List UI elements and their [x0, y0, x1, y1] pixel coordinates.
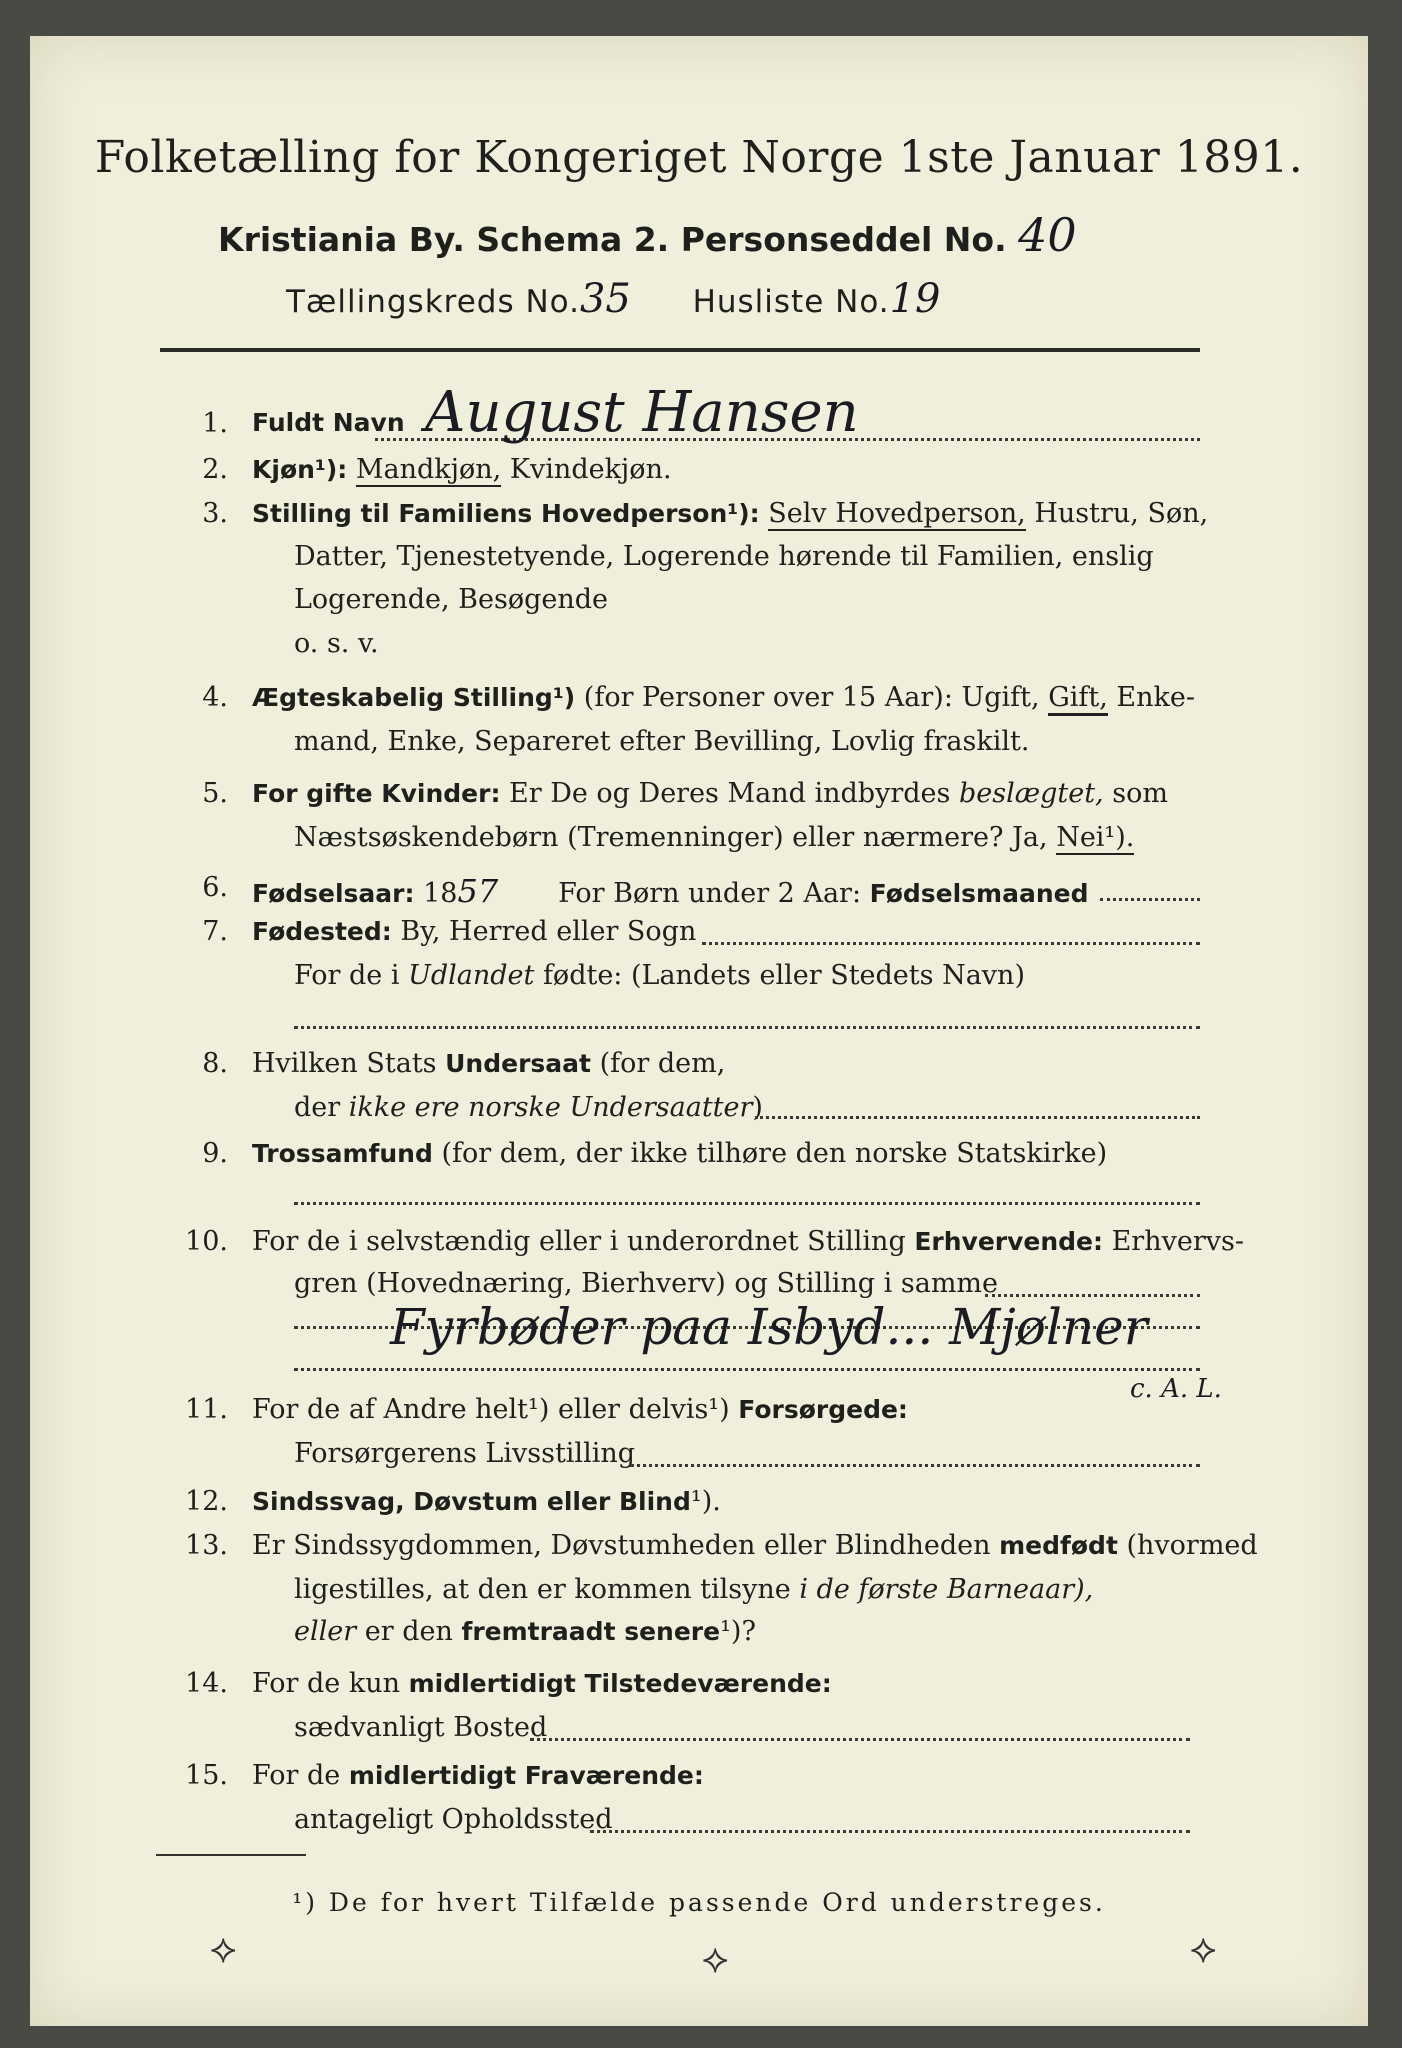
- option-gift-selected[interactable]: Gift,: [1048, 682, 1108, 716]
- citizenship-text-2: (for dem,: [590, 1048, 726, 1079]
- marital-status-label: Ægteskabelig Stilling¹): [252, 683, 576, 712]
- field-number: 12.: [185, 1486, 228, 1517]
- footnote-rule: [156, 1854, 306, 1856]
- option-selv-hovedperson-selected[interactable]: Selv Hovedperson,: [768, 498, 1026, 529]
- form-title: [30, 132, 1368, 183]
- birth-year-prefix: 18: [423, 878, 458, 909]
- acquired-later-label: fremtraadt senere: [461, 1617, 721, 1646]
- husliste-label: Husliste No.: [692, 284, 890, 320]
- field-number: 15.: [185, 1760, 228, 1791]
- schema-text: Kristiania By. Schema 2. Personseddel No.: [218, 220, 1007, 259]
- congenital-text: Er Sindssygdommen, Døvstumheden eller Blindheden: [252, 1530, 1000, 1561]
- position-options-line2: Datter, Tjenestetyende, Logerende hørende til Familien, enslig: [294, 541, 1154, 572]
- position-options-line4: o. s. v.: [294, 628, 379, 659]
- marital-options-line2: mand, Enke, Separeret efter Bevilling, Lovlig fraskilt.: [294, 726, 1030, 757]
- congenital-line3-italic: eller: [294, 1616, 357, 1647]
- relation-question: Næstsøskendebørn (Tremenninger) eller nærmere? Ja,: [294, 822, 1057, 853]
- kreds-line: [286, 276, 941, 322]
- birthplace-label: Fødested:: [252, 917, 392, 946]
- sex-option-female[interactable]: Kvindekjøn.: [501, 454, 672, 485]
- field-number: 7.: [202, 916, 228, 947]
- marital-text: (for Personer over 15 Aar): Ugift,: [575, 682, 1049, 713]
- kreds-number[interactable]: 35: [579, 276, 631, 322]
- foreign-text-2: ): [752, 1092, 763, 1123]
- full-name-label: Fuldt Navn: [252, 408, 405, 437]
- marital-text-2: Enke-: [1107, 682, 1195, 713]
- title-text: Folketælling for Kongeriget Norge 1ste Januar 1891.: [94, 132, 1304, 183]
- corner-mark-icon: ⟡: [702, 1936, 729, 1982]
- footnote-text: ¹) De for hvert Tilfælde passende Ord understreges.: [292, 1888, 1106, 1917]
- occupation-label: Erhvervende:: [914, 1227, 1104, 1256]
- provider-occupation-label: Forsørgerens Livsstilling: [294, 1438, 636, 1469]
- position-options: Hustru, Søn,: [1025, 498, 1209, 529]
- temporary-absent-text: For de: [252, 1760, 349, 1791]
- citizenship-text: Hvilken Stats: [252, 1048, 446, 1079]
- congenital-line3-suffix: ¹)?: [720, 1616, 756, 1647]
- field-number: 14.: [185, 1668, 228, 1699]
- abroad-text-2: fødte: (Landets eller Stedets Navn): [534, 960, 1025, 991]
- personseddel-number[interactable]: 40: [1018, 208, 1077, 262]
- probable-location-label: antageligt Opholdssted: [294, 1804, 613, 1835]
- dotted-line: [590, 1830, 1190, 1833]
- married-women-label: For gifte Kvinder:: [252, 779, 501, 808]
- foreign-text: der: [294, 1092, 349, 1123]
- dotted-line: [1100, 898, 1200, 901]
- occupation-text: For de i selvstændig eller i underordnet Stilling: [252, 1226, 915, 1257]
- field-number: 2.: [202, 454, 228, 485]
- abroad-italic: Udlandet: [408, 960, 535, 991]
- corner-mark-icon: ⟡: [1190, 1926, 1217, 1972]
- supported-label: Forsørgede:: [738, 1395, 908, 1424]
- dotted-line: [702, 942, 1200, 945]
- birth-month-label: Fødselsmaaned: [869, 879, 1089, 908]
- dotted-line: [755, 1116, 1200, 1119]
- field-number: 9.: [202, 1138, 228, 1169]
- schema-line: [218, 208, 1077, 262]
- usual-residence-label: sædvanligt Bosted: [294, 1712, 548, 1743]
- dotted-line: [630, 1464, 1200, 1467]
- abroad-text: For de i: [294, 960, 409, 991]
- field-number: 4.: [202, 682, 228, 713]
- field-number: 8.: [202, 1048, 228, 1079]
- dotted-line: [985, 1294, 1200, 1297]
- birth-year-label: Fødselsaar:: [252, 879, 415, 908]
- occupation-text-2: Erhvervs-: [1103, 1226, 1244, 1257]
- congenital-line2: ligestilles, at den er kommen tilsyne: [294, 1574, 800, 1605]
- field-number: 6.: [202, 872, 228, 903]
- married-italic: beslægtet,: [958, 778, 1104, 809]
- birth-year-value[interactable]: 57: [457, 872, 499, 910]
- field-number: 11.: [185, 1394, 228, 1425]
- sex-label: Kjøn¹):: [252, 455, 348, 484]
- birth-month-text: For Børn under 2 Aar:: [558, 878, 862, 909]
- husliste-number[interactable]: 19: [889, 276, 941, 322]
- field-number: 10.: [185, 1226, 228, 1257]
- census-form: [30, 36, 1368, 2026]
- married-text: Er De og Deres Mand indbyrdes: [500, 778, 959, 809]
- occupation-value-extra[interactable]: c. A. L.: [1130, 1374, 1222, 1404]
- field-number: 1.: [202, 408, 228, 439]
- kreds-label: Tællingskreds No.: [286, 284, 580, 320]
- position-options-line3: Logerende, Besøgende: [294, 584, 608, 615]
- household-position-label: Stilling til Familiens Hovedperson¹):: [252, 499, 760, 528]
- header-rule: [160, 348, 1200, 352]
- dotted-line: [294, 1026, 1200, 1029]
- married-text-2: som: [1103, 778, 1168, 809]
- corner-mark-icon: ⟡: [210, 1926, 237, 1972]
- congenital-line3: er den: [356, 1616, 462, 1647]
- full-name-value[interactable]: August Hansen: [425, 380, 859, 445]
- field-number: 3.: [202, 498, 228, 529]
- religion-label: Trossamfund: [252, 1139, 433, 1168]
- field-number: 13.: [185, 1530, 228, 1561]
- religion-text: (for dem, der ikke tilhøre den norske Statskirke): [432, 1138, 1108, 1169]
- option-nei-selected[interactable]: Nei¹).: [1056, 822, 1135, 853]
- foreign-italic: ikke ere norske Undersaatter: [348, 1092, 753, 1123]
- occupation-line2: gren (Hovednæring, Bierhverv) og Stilling i samme: [294, 1268, 999, 1299]
- disability-label: Sindssvag, Døvstum eller Blind: [252, 1487, 691, 1516]
- dotted-line: [530, 1738, 1190, 1741]
- dotted-line: [294, 1202, 1200, 1205]
- occupation-value[interactable]: Fyrbøder paa Isbyd... Mjølner: [390, 1298, 1148, 1356]
- temporary-present-text: For de kun: [252, 1668, 409, 1699]
- field-number: 5.: [202, 778, 228, 809]
- congenital-text-2: (hvormed: [1117, 1530, 1258, 1561]
- sex-option-male-selected[interactable]: Mandkjøn,: [355, 454, 502, 485]
- congenital-label: medfødt: [999, 1531, 1118, 1560]
- birthplace-text: By, Herred eller Sogn: [391, 916, 697, 947]
- footnote: [30, 1888, 1368, 1917]
- temporary-present-label: midlertidigt Tilstedeværende:: [408, 1669, 832, 1698]
- temporary-absent-label: midlertidigt Fraværende:: [348, 1761, 704, 1790]
- citizenship-label: Undersaat: [445, 1049, 591, 1078]
- congenital-line2-italic: i de første Barneaar),: [799, 1574, 1094, 1605]
- dotted-line: [294, 1368, 1200, 1371]
- supported-text: For de af Andre helt¹) eller delvis¹): [252, 1394, 739, 1425]
- disability-suffix: ¹).: [690, 1486, 721, 1517]
